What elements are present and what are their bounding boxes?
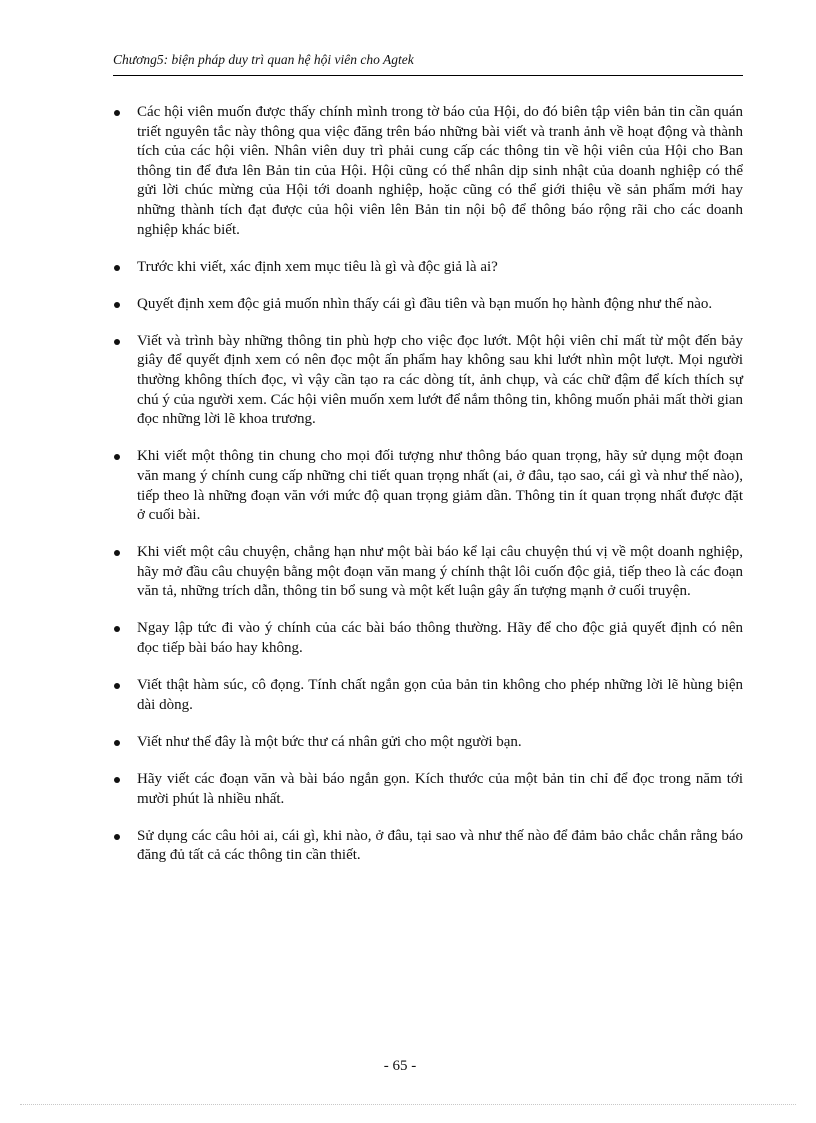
list-item bbox=[113, 332, 743, 430]
bullet-text: Sử dụng các câu hỏi ai, cái gì, khi nào, ở đâu, tại sao và như thế nào để đảm bảo chắc chắn rằng báo đăng đủ tất cả các thông tin cần thiết. bbox=[137, 827, 743, 864]
bullet-list bbox=[113, 103, 743, 883]
bullet-text: Quyết định xem độc giả muốn nhìn thấy cái gì đầu tiên và bạn muốn họ hành động như thế nào. bbox=[137, 295, 713, 312]
list-item bbox=[113, 676, 743, 715]
bullet-icon bbox=[114, 265, 120, 271]
page-number: - 65 - bbox=[383, 1058, 417, 1074]
bullet-text: Viết và trình bày những thông tin phù hợp cho việc đọc lướt. Một hội viên chỉ mất từ một đến bảy giây để quyết định xem có nên đọc một ấn phẩm hay không sau khi lướt nhìn một lượt. Mọi người thường không thích đọc, vì vậy cần tạo ra các dòng tít, ảnh chụp, và các chữ đậm để kích thích sự chú ý của người xem. Các hội viên muốn xem lướt để nắm thông tin, không muốn phải mất thời gian đọc những lời lẽ khoa trương. bbox=[137, 332, 743, 428]
bullet-icon bbox=[114, 683, 120, 689]
bullet-icon bbox=[114, 302, 120, 308]
list-item bbox=[113, 295, 743, 315]
bullet-text: Khi viết một câu chuyện, chẳng hạn như một bài báo kể lại câu chuyện thú vị về một doanh nghiệp, hãy mở đầu câu chuyện bằng một đoạn văn mang ý chính thật lôi cuốn độc giả, tiếp theo là các đoạn văn tả, những trích dẫn, thông tin bổ sung và một kết luận gây ấn tượng mạnh ở cuối truyện. bbox=[137, 544, 743, 600]
list-item bbox=[113, 619, 743, 658]
bullet-icon bbox=[114, 550, 120, 556]
page-bottom-divider bbox=[20, 1104, 796, 1105]
list-item bbox=[113, 258, 743, 278]
bullet-text: Viết thật hàm súc, cô đọng. Tính chất ngắn gọn của bản tin không cho phép những lời lẽ hùng biện dài dòng. bbox=[137, 677, 743, 713]
bullet-text: Trước khi viết, xác định xem mục tiêu là gì và độc giả là ai? bbox=[137, 258, 498, 275]
running-header: Chương5: biện pháp duy trì quan hệ hội viên cho Agtek bbox=[113, 51, 743, 76]
list-item bbox=[113, 733, 743, 753]
bullet-icon bbox=[114, 626, 120, 632]
bullet-icon bbox=[114, 834, 120, 840]
list-item bbox=[113, 447, 743, 525]
list-item bbox=[113, 827, 743, 866]
bullet-icon bbox=[114, 339, 120, 345]
bullet-icon bbox=[114, 777, 120, 783]
bullet-icon bbox=[114, 740, 120, 746]
list-item bbox=[113, 543, 743, 602]
bullet-icon bbox=[114, 454, 120, 460]
bullet-text: Ngay lập tức đi vào ý chính của các bài báo thông thường. Hãy để cho độc giả quyết định có nên đọc tiếp bài báo hay không. bbox=[137, 620, 743, 657]
bullet-icon bbox=[114, 110, 120, 116]
list-item bbox=[113, 103, 743, 240]
bullet-text: Viết như thể đây là một bức thư cá nhân gửi cho một người bạn. bbox=[137, 733, 522, 750]
list-item bbox=[113, 770, 743, 809]
bullet-text: Các hội viên muốn được thấy chính mình trong tờ báo của Hội, do đó biên tập viên bản tin cần quán triết nguyên tắc này thông qua việc đăng trên báo những bài viết và tranh ảnh về hoạt động và thành tích của các hội viên. Nhân viên duy trì phải cung cấp các thông tin về hội viên của Hội cho Ban thông tin để đưa lên Bản tin của Hội. Hội cũng có thể nhân dịp sinh nhật của doanh nghiệp có thể gửi lời chúc mừng của Hội tới doanh nghiệp, hoặc cũng có thể giới thiệu về sản phẩm mới hay những thành tích đạt được của hội viên lên Bản tin nội bộ để thông báo rộng rãi cho các doanh nghiệp khác biết. bbox=[137, 104, 743, 238]
bullet-text: Hãy viết các đoạn văn và bài báo ngắn gọn. Kích thước của một bản tin chỉ để đọc trong năm tới mười phút là nhiều nhất. bbox=[137, 770, 743, 807]
bullet-text: Khi viết một thông tin chung cho mọi đối tượng như thông báo quan trọng, hãy sử dụng một đoạn văn mang ý chính cung cấp những chi tiết quan trọng nhất (ai, ở đâu, tạo sao, cái gì và như thế nào), tiếp theo là những đoạn văn với mức độ quan trọng giảm dần. Thông tin ít quan trọng nhất được đặt ở cuối bài. bbox=[137, 448, 743, 524]
